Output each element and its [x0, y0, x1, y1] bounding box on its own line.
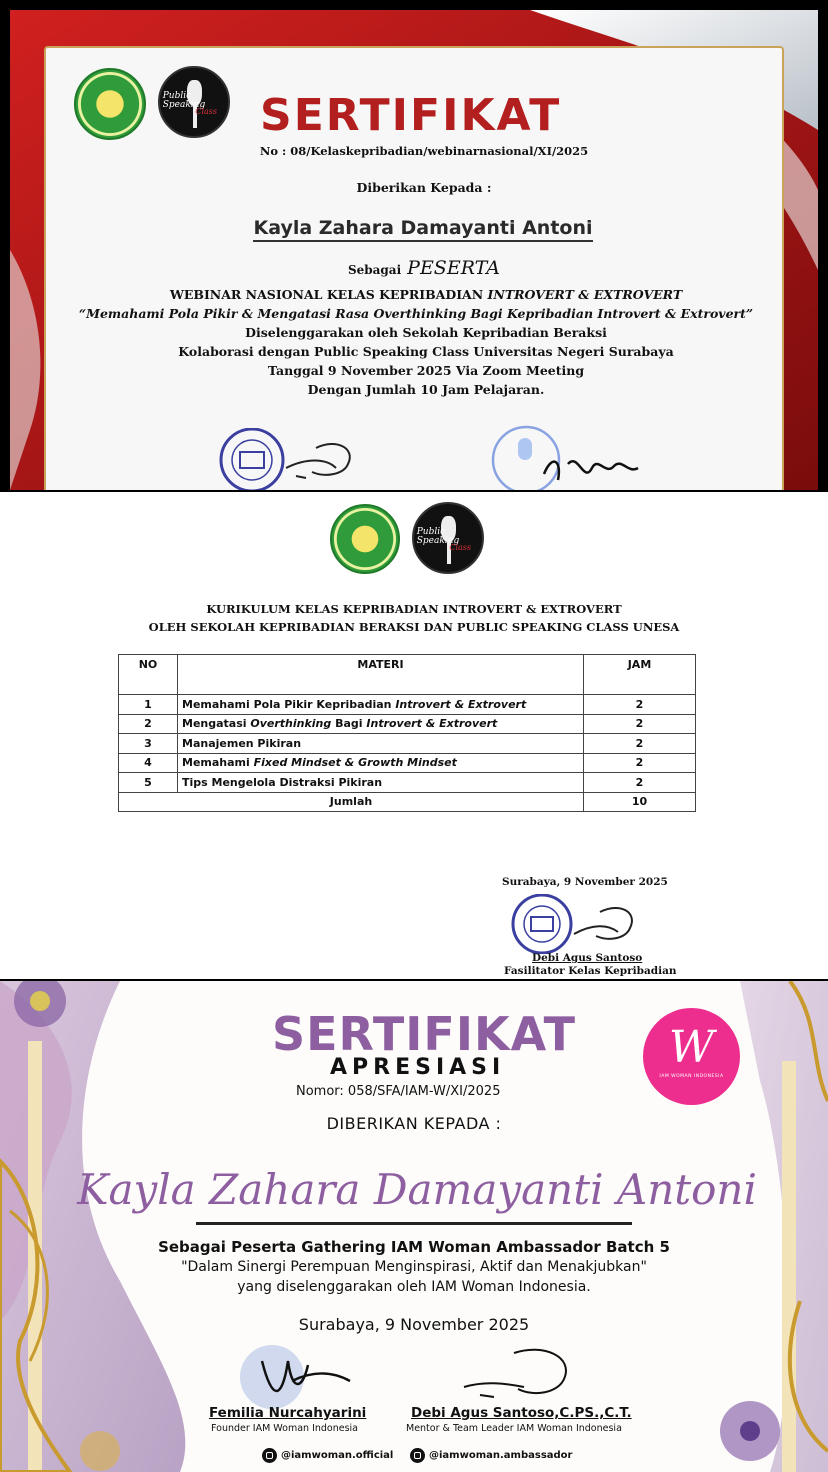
curriculum-heading: KURIKULUM KELAS KEPRIBADIAN INTROVERT & EXTROVERT [206, 602, 622, 616]
event-date-line: Tanggal 9 November 2025 Via Zoom Meeting [267, 363, 585, 378]
facilitator-role: Fasilitator Kelas Kepribadian [504, 965, 677, 977]
mentor-signature [454, 1343, 584, 1407]
table-row: 3 Manajemen Pikiran 2 [119, 734, 696, 754]
collaboration-line: Kolaborasi dengan Public Speaking Class Universitas Negeri Surabaya [178, 344, 674, 359]
founder-name: Femilia Nurcahyarini [209, 1405, 367, 1421]
signature-stamp-right [488, 424, 648, 490]
mentor-role: Mentor & Team Leader IAM Woman Indonesia [406, 1423, 622, 1434]
social-ambassador: @iamwoman.ambassador [410, 1448, 572, 1463]
recipient-name: Kayla Zahara Damayanti Antoni [77, 1165, 757, 1214]
facilitator-signature-stamp [508, 894, 648, 954]
certificate-number: Nomor: 058/SFA/IAM-W/XI/2025 [296, 1084, 501, 1099]
public-speaking-class-logo: Public Speaking Class [158, 66, 230, 138]
instagram-icon [262, 1448, 277, 1463]
founder-role: Founder IAM Woman Indonesia [211, 1423, 359, 1434]
certificate-title: SERTIFIKAT [260, 90, 562, 141]
table-row: 1 Memahami Pola Pikir Kepribadian Introvert & Extrovert 2 [119, 695, 696, 715]
event-line: WEBINAR NASIONAL KELAS KEPRIBADIAN INTROVERT & EXTROVERT [169, 287, 683, 302]
column-header-no: NO [119, 655, 178, 695]
recipient-name: Kayla Zahara Damayanti Antoni [10, 217, 818, 239]
appreciation-certificate [0, 981, 828, 1472]
column-header-jam: JAM [584, 655, 696, 695]
given-to-label: DIBERIKAN KEPADA : [326, 1114, 502, 1133]
organizer-line: yang diselenggarakan oleh IAM Woman Indonesia. [237, 1279, 591, 1295]
signature-stamp-left [216, 428, 366, 490]
certificate-number: No : 08/Kelaskepribadian/webinarnasional/XI/2025 [259, 144, 589, 158]
hours-line: Dengan Jumlah 10 Jam Pelajaran. [307, 382, 545, 397]
theme-line: "Dalam Sinergi Perempuan Menginspirasi, Aktif dan Menakjubkan" [181, 1259, 647, 1275]
certificate-date: Surabaya, 9 November 2025 [298, 1315, 530, 1334]
sekolah-kepribadian-logo [330, 504, 400, 574]
curriculum-subheading: OLEH SEKOLAH KEPRIBADIAN BERAKSI DAN PUBLIC SPEAKING CLASS UNESA [148, 620, 680, 634]
curriculum-page [0, 492, 828, 979]
given-to-label: Diberikan Kepada : [356, 180, 492, 195]
social-official: @iamwoman.official [262, 1448, 393, 1463]
certificate-title: SERTIFIKAT [272, 1007, 576, 1061]
instagram-icon [410, 1448, 425, 1463]
name-underline [196, 1222, 632, 1225]
public-speaking-class-logo: Public Speaking Class [412, 502, 484, 574]
sekolah-kepribadian-logo [74, 68, 146, 140]
certificate-subtitle: APRESIASI [330, 1055, 506, 1080]
facilitator-name: Debi Agus Santoso [532, 952, 643, 964]
table-total-row: Jumlah 10 [119, 792, 696, 812]
table-row: 5 Tips Mengelola Distraksi Pikiran 2 [119, 773, 696, 793]
table-row: 2 Mengatasi Overthinking Bagi Introvert & Extrovert 2 [119, 714, 696, 734]
table-header-row [119, 655, 696, 695]
iam-woman-logo: W IAM WOMAN INDONESIA [643, 1008, 740, 1105]
participation-line: Sebagai Peserta Gathering IAM Woman Ambassador Batch 5 [158, 1238, 670, 1256]
curriculum-date: Surabaya, 9 November 2025 [502, 876, 668, 888]
role-line: Sebagai PESERTA [347, 257, 501, 279]
organizer-line: Diselenggarakan oleh Sekolah Kepribadian Beraksi [245, 325, 607, 340]
mentor-name: Debi Agus Santoso,C.PS.,C.T. [411, 1405, 632, 1421]
column-header-materi: MATERI [178, 655, 584, 695]
event-theme-line: “Memahami Pola Pikir & Mengatasi Rasa Overthinking Bagi Kepribadian Introvert & Extrovert” [78, 306, 754, 321]
table-row: 4 Memahami Fixed Mindset & Growth Mindset 2 [119, 753, 696, 773]
curriculum-table [118, 654, 696, 812]
founder-signature [232, 1341, 362, 1409]
webinar-certificate [10, 10, 818, 490]
